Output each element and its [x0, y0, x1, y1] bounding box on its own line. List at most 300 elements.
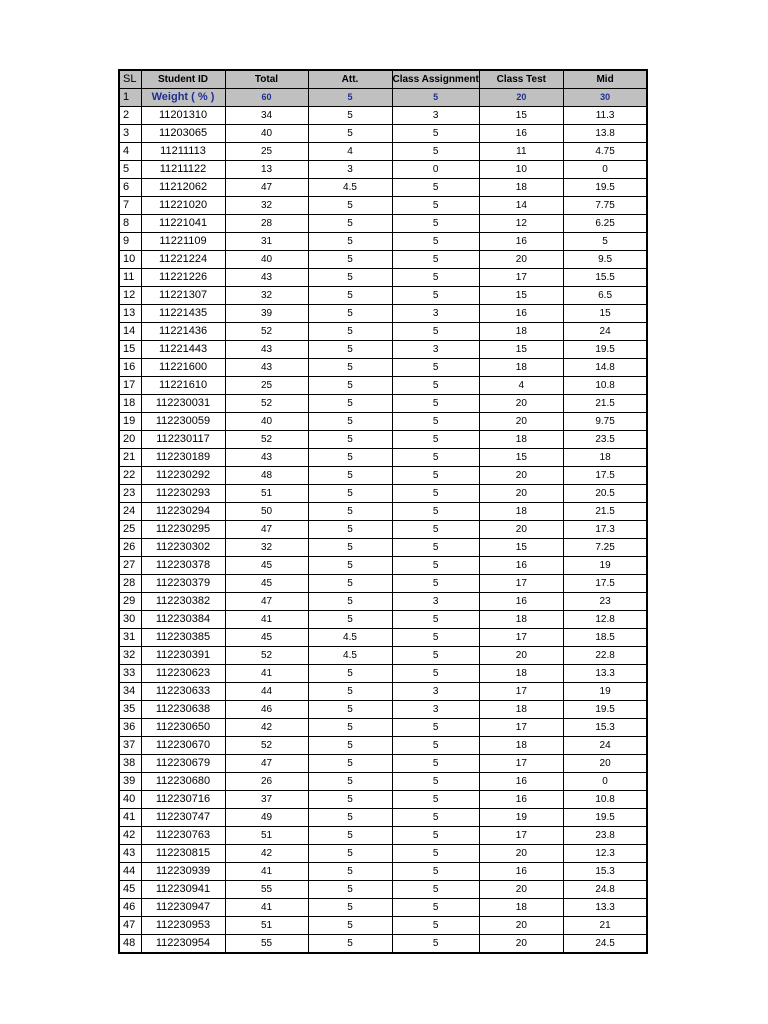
cell-student-id: 112230385 — [141, 629, 225, 647]
cell-att: 5 — [308, 845, 392, 863]
cell-sl: 17 — [119, 377, 141, 395]
cell-sl: 20 — [119, 431, 141, 449]
weight-row-sl: 1 — [119, 89, 141, 107]
cell-student-id: 11221020 — [141, 197, 225, 215]
cell-student-id: 112230954 — [141, 935, 225, 954]
cell-total: 28 — [225, 215, 308, 233]
cell-student-id: 112230633 — [141, 683, 225, 701]
cell-mid: 15.3 — [563, 863, 647, 881]
table-row — [119, 611, 647, 629]
cell-att: 5 — [308, 485, 392, 503]
grades-table — [118, 69, 648, 954]
cell-class-assignment: 0 — [392, 161, 479, 179]
table-row — [119, 197, 647, 215]
cell-total: 43 — [225, 359, 308, 377]
cell-mid: 22.8 — [563, 647, 647, 665]
table-row — [119, 863, 647, 881]
cell-total: 37 — [225, 791, 308, 809]
cell-att: 5 — [308, 791, 392, 809]
cell-student-id: 112230670 — [141, 737, 225, 755]
cell-class-test: 17 — [479, 629, 563, 647]
cell-att: 5 — [308, 359, 392, 377]
cell-total: 47 — [225, 179, 308, 197]
cell-student-id: 11221307 — [141, 287, 225, 305]
cell-class-test: 17 — [479, 755, 563, 773]
cell-total: 45 — [225, 575, 308, 593]
cell-total: 41 — [225, 863, 308, 881]
cell-mid: 13.3 — [563, 665, 647, 683]
table-row — [119, 269, 647, 287]
cell-class-assignment: 3 — [392, 701, 479, 719]
cell-class-assignment: 3 — [392, 341, 479, 359]
cell-mid: 19.5 — [563, 179, 647, 197]
table-row — [119, 107, 647, 125]
cell-mid: 12.3 — [563, 845, 647, 863]
cell-class-test: 14 — [479, 197, 563, 215]
cell-mid: 7.25 — [563, 539, 647, 557]
cell-total: 49 — [225, 809, 308, 827]
cell-student-id: 112230031 — [141, 395, 225, 413]
cell-student-id: 112230379 — [141, 575, 225, 593]
cell-student-id: 112230384 — [141, 611, 225, 629]
cell-class-assignment: 5 — [392, 881, 479, 899]
cell-mid: 14.8 — [563, 359, 647, 377]
cell-sl: 30 — [119, 611, 141, 629]
cell-sl: 10 — [119, 251, 141, 269]
cell-total: 47 — [225, 521, 308, 539]
cell-class-assignment: 5 — [392, 485, 479, 503]
table-row — [119, 845, 647, 863]
cell-att: 5 — [308, 881, 392, 899]
table-row — [119, 809, 647, 827]
cell-student-id: 112230716 — [141, 791, 225, 809]
table-row — [119, 449, 647, 467]
cell-class-assignment: 5 — [392, 845, 479, 863]
cell-mid: 15.5 — [563, 269, 647, 287]
table-row — [119, 773, 647, 791]
table-row — [119, 305, 647, 323]
weight-att: 5 — [308, 89, 392, 107]
table-row — [119, 665, 647, 683]
cell-class-assignment: 5 — [392, 233, 479, 251]
cell-total: 25 — [225, 377, 308, 395]
cell-mid: 5 — [563, 233, 647, 251]
cell-class-assignment: 5 — [392, 143, 479, 161]
cell-sl: 11 — [119, 269, 141, 287]
table-row — [119, 593, 647, 611]
cell-class-test: 18 — [479, 179, 563, 197]
cell-class-assignment: 5 — [392, 665, 479, 683]
cell-class-assignment: 5 — [392, 719, 479, 737]
cell-sl: 5 — [119, 161, 141, 179]
table-row — [119, 467, 647, 485]
weight-row-label: Weight ( % ) — [141, 89, 225, 107]
cell-sl: 21 — [119, 449, 141, 467]
cell-mid: 0 — [563, 773, 647, 791]
column-header-class-assignment: Class Assignment — [392, 70, 479, 89]
cell-total: 32 — [225, 287, 308, 305]
cell-sl: 34 — [119, 683, 141, 701]
table-row — [119, 143, 647, 161]
cell-mid: 6.25 — [563, 215, 647, 233]
cell-total: 40 — [225, 251, 308, 269]
cell-class-test: 18 — [479, 701, 563, 719]
table-row — [119, 719, 647, 737]
table-row — [119, 827, 647, 845]
cell-att: 4.5 — [308, 629, 392, 647]
cell-total: 43 — [225, 341, 308, 359]
cell-total: 43 — [225, 449, 308, 467]
cell-student-id: 11221436 — [141, 323, 225, 341]
cell-total: 41 — [225, 899, 308, 917]
cell-student-id: 11221109 — [141, 233, 225, 251]
cell-class-assignment: 5 — [392, 323, 479, 341]
cell-student-id: 11221435 — [141, 305, 225, 323]
cell-mid: 24 — [563, 737, 647, 755]
cell-class-test: 12 — [479, 215, 563, 233]
cell-mid: 4.75 — [563, 143, 647, 161]
cell-class-test: 20 — [479, 251, 563, 269]
cell-att: 5 — [308, 449, 392, 467]
cell-total: 45 — [225, 557, 308, 575]
cell-mid: 21 — [563, 917, 647, 935]
cell-att: 5 — [308, 125, 392, 143]
cell-sl: 42 — [119, 827, 141, 845]
cell-class-test: 10 — [479, 161, 563, 179]
cell-class-test: 16 — [479, 863, 563, 881]
cell-class-assignment: 5 — [392, 899, 479, 917]
cell-total: 46 — [225, 701, 308, 719]
cell-student-id: 11211113 — [141, 143, 225, 161]
cell-class-test: 15 — [479, 287, 563, 305]
cell-class-assignment: 5 — [392, 539, 479, 557]
cell-att: 5 — [308, 611, 392, 629]
cell-att: 5 — [308, 863, 392, 881]
table-row — [119, 323, 647, 341]
cell-mid: 18.5 — [563, 629, 647, 647]
cell-att: 5 — [308, 413, 392, 431]
cell-total: 52 — [225, 323, 308, 341]
cell-att: 5 — [308, 935, 392, 954]
cell-att: 5 — [308, 521, 392, 539]
cell-mid: 11.3 — [563, 107, 647, 125]
cell-mid: 18 — [563, 449, 647, 467]
cell-class-test: 11 — [479, 143, 563, 161]
cell-mid: 20.5 — [563, 485, 647, 503]
cell-att: 5 — [308, 827, 392, 845]
cell-att: 5 — [308, 665, 392, 683]
table-row — [119, 233, 647, 251]
cell-class-assignment: 5 — [392, 611, 479, 629]
column-header-att: Att. — [308, 70, 392, 89]
cell-sl: 43 — [119, 845, 141, 863]
cell-total: 50 — [225, 503, 308, 521]
cell-class-test: 20 — [479, 647, 563, 665]
cell-sl: 29 — [119, 593, 141, 611]
cell-student-id: 112230059 — [141, 413, 225, 431]
cell-class-test: 17 — [479, 269, 563, 287]
cell-mid: 13.3 — [563, 899, 647, 917]
column-header-student-id: Student ID — [141, 70, 225, 89]
cell-class-test: 18 — [479, 611, 563, 629]
cell-mid: 13.8 — [563, 125, 647, 143]
weight-mid: 30 — [563, 89, 647, 107]
table-row — [119, 755, 647, 773]
cell-sl: 9 — [119, 233, 141, 251]
cell-sl: 47 — [119, 917, 141, 935]
cell-sl: 25 — [119, 521, 141, 539]
cell-class-test: 16 — [479, 305, 563, 323]
cell-class-assignment: 5 — [392, 809, 479, 827]
cell-att: 5 — [308, 197, 392, 215]
cell-mid: 9.5 — [563, 251, 647, 269]
cell-student-id: 112230391 — [141, 647, 225, 665]
cell-class-assignment: 3 — [392, 683, 479, 701]
cell-att: 5 — [308, 233, 392, 251]
cell-sl: 16 — [119, 359, 141, 377]
cell-sl: 18 — [119, 395, 141, 413]
cell-att: 5 — [308, 377, 392, 395]
cell-att: 5 — [308, 503, 392, 521]
cell-student-id: 112230763 — [141, 827, 225, 845]
cell-class-assignment: 3 — [392, 593, 479, 611]
cell-mid: 17.5 — [563, 467, 647, 485]
cell-sl: 31 — [119, 629, 141, 647]
cell-class-test: 20 — [479, 413, 563, 431]
cell-att: 5 — [308, 773, 392, 791]
cell-student-id: 112230680 — [141, 773, 225, 791]
column-header-mid: Mid — [563, 70, 647, 89]
cell-class-test: 18 — [479, 359, 563, 377]
cell-class-test: 18 — [479, 323, 563, 341]
cell-att: 4.5 — [308, 179, 392, 197]
cell-class-assignment: 5 — [392, 179, 479, 197]
table-row — [119, 521, 647, 539]
cell-student-id: 112230295 — [141, 521, 225, 539]
cell-class-test: 20 — [479, 845, 563, 863]
cell-mid: 6.5 — [563, 287, 647, 305]
cell-student-id: 112230293 — [141, 485, 225, 503]
cell-sl: 23 — [119, 485, 141, 503]
table-row — [119, 485, 647, 503]
table-row — [119, 557, 647, 575]
cell-sl: 28 — [119, 575, 141, 593]
cell-att: 5 — [308, 575, 392, 593]
cell-student-id: 11221041 — [141, 215, 225, 233]
cell-class-assignment: 5 — [392, 737, 479, 755]
cell-att: 5 — [308, 395, 392, 413]
cell-class-assignment: 5 — [392, 629, 479, 647]
cell-class-test: 17 — [479, 575, 563, 593]
cell-att: 5 — [308, 593, 392, 611]
cell-total: 52 — [225, 647, 308, 665]
cell-class-assignment: 5 — [392, 791, 479, 809]
cell-mid: 17.3 — [563, 521, 647, 539]
cell-class-test: 18 — [479, 899, 563, 917]
cell-att: 5 — [308, 287, 392, 305]
cell-class-test: 17 — [479, 827, 563, 845]
cell-mid: 20 — [563, 755, 647, 773]
cell-class-assignment: 5 — [392, 395, 479, 413]
cell-class-assignment: 5 — [392, 359, 479, 377]
cell-class-assignment: 5 — [392, 431, 479, 449]
cell-total: 25 — [225, 143, 308, 161]
cell-class-test: 20 — [479, 935, 563, 954]
cell-sl: 48 — [119, 935, 141, 954]
column-header-total: Total — [225, 70, 308, 89]
cell-class-assignment: 3 — [392, 305, 479, 323]
cell-sl: 37 — [119, 737, 141, 755]
cell-sl: 12 — [119, 287, 141, 305]
table-row — [119, 647, 647, 665]
cell-att: 5 — [308, 305, 392, 323]
cell-att: 4 — [308, 143, 392, 161]
cell-att: 5 — [308, 431, 392, 449]
cell-mid: 19.5 — [563, 701, 647, 719]
cell-mid: 24.5 — [563, 935, 647, 954]
cell-class-assignment: 5 — [392, 197, 479, 215]
cell-class-test: 18 — [479, 431, 563, 449]
cell-sl: 36 — [119, 719, 141, 737]
cell-mid: 17.5 — [563, 575, 647, 593]
table-row — [119, 575, 647, 593]
cell-total: 55 — [225, 935, 308, 954]
cell-total: 47 — [225, 593, 308, 611]
cell-class-assignment: 5 — [392, 215, 479, 233]
cell-student-id: 112230302 — [141, 539, 225, 557]
cell-att: 5 — [308, 683, 392, 701]
cell-student-id: 11201310 — [141, 107, 225, 125]
cell-student-id: 112230189 — [141, 449, 225, 467]
cell-student-id: 112230953 — [141, 917, 225, 935]
table-row — [119, 539, 647, 557]
cell-student-id: 11203065 — [141, 125, 225, 143]
cell-class-assignment: 5 — [392, 251, 479, 269]
cell-class-assignment: 5 — [392, 377, 479, 395]
cell-sl: 35 — [119, 701, 141, 719]
cell-att: 5 — [308, 251, 392, 269]
cell-sl: 3 — [119, 125, 141, 143]
cell-class-assignment: 5 — [392, 935, 479, 954]
cell-class-assignment: 5 — [392, 773, 479, 791]
cell-class-test: 16 — [479, 791, 563, 809]
table-row — [119, 395, 647, 413]
cell-mid: 23 — [563, 593, 647, 611]
cell-att: 5 — [308, 755, 392, 773]
cell-mid: 19.5 — [563, 809, 647, 827]
cell-sl: 22 — [119, 467, 141, 485]
cell-total: 51 — [225, 485, 308, 503]
cell-class-assignment: 5 — [392, 557, 479, 575]
cell-class-assignment: 5 — [392, 917, 479, 935]
cell-total: 26 — [225, 773, 308, 791]
cell-class-test: 16 — [479, 557, 563, 575]
cell-total: 52 — [225, 395, 308, 413]
cell-sl: 19 — [119, 413, 141, 431]
cell-att: 5 — [308, 467, 392, 485]
cell-class-assignment: 5 — [392, 647, 479, 665]
cell-mid: 15 — [563, 305, 647, 323]
cell-sl: 41 — [119, 809, 141, 827]
table-body — [119, 89, 647, 954]
cell-total: 40 — [225, 125, 308, 143]
cell-att: 4.5 — [308, 647, 392, 665]
cell-class-test: 19 — [479, 809, 563, 827]
table-row — [119, 737, 647, 755]
table-row — [119, 629, 647, 647]
cell-sl: 44 — [119, 863, 141, 881]
table-row — [119, 431, 647, 449]
cell-student-id: 11221226 — [141, 269, 225, 287]
cell-class-test: 16 — [479, 593, 563, 611]
cell-total: 52 — [225, 737, 308, 755]
cell-class-test: 15 — [479, 449, 563, 467]
cell-class-test: 17 — [479, 719, 563, 737]
cell-total: 42 — [225, 845, 308, 863]
table-row — [119, 881, 647, 899]
cell-class-assignment: 5 — [392, 467, 479, 485]
cell-att: 5 — [308, 899, 392, 917]
cell-mid: 10.8 — [563, 791, 647, 809]
cell-student-id: 112230294 — [141, 503, 225, 521]
cell-class-test: 18 — [479, 665, 563, 683]
cell-class-assignment: 5 — [392, 449, 479, 467]
cell-mid: 23.5 — [563, 431, 647, 449]
cell-total: 44 — [225, 683, 308, 701]
table-row — [119, 251, 647, 269]
header-row — [119, 70, 647, 89]
cell-class-assignment: 5 — [392, 755, 479, 773]
cell-mid: 23.8 — [563, 827, 647, 845]
cell-class-assignment: 5 — [392, 269, 479, 287]
cell-student-id: 112230939 — [141, 863, 225, 881]
cell-student-id: 112230117 — [141, 431, 225, 449]
cell-class-assignment: 5 — [392, 287, 479, 305]
cell-class-test: 16 — [479, 233, 563, 251]
cell-student-id: 11211122 — [141, 161, 225, 179]
cell-mid: 9.75 — [563, 413, 647, 431]
cell-total: 32 — [225, 539, 308, 557]
cell-sl: 38 — [119, 755, 141, 773]
table-row — [119, 341, 647, 359]
cell-class-assignment: 5 — [392, 827, 479, 845]
cell-class-test: 20 — [479, 917, 563, 935]
cell-class-test: 18 — [479, 737, 563, 755]
cell-total: 55 — [225, 881, 308, 899]
cell-mid: 7.75 — [563, 197, 647, 215]
cell-att: 5 — [308, 917, 392, 935]
cell-sl: 39 — [119, 773, 141, 791]
cell-mid: 24 — [563, 323, 647, 341]
cell-class-test: 15 — [479, 341, 563, 359]
table-row — [119, 287, 647, 305]
cell-student-id: 112230679 — [141, 755, 225, 773]
cell-class-assignment: 5 — [392, 863, 479, 881]
cell-att: 5 — [308, 701, 392, 719]
cell-total: 47 — [225, 755, 308, 773]
cell-total: 32 — [225, 197, 308, 215]
table-row — [119, 359, 647, 377]
cell-sl: 13 — [119, 305, 141, 323]
cell-mid: 10.8 — [563, 377, 647, 395]
cell-sl: 7 — [119, 197, 141, 215]
cell-mid: 19 — [563, 557, 647, 575]
table-row — [119, 701, 647, 719]
cell-sl: 27 — [119, 557, 141, 575]
cell-total: 40 — [225, 413, 308, 431]
cell-sl: 6 — [119, 179, 141, 197]
cell-total: 13 — [225, 161, 308, 179]
